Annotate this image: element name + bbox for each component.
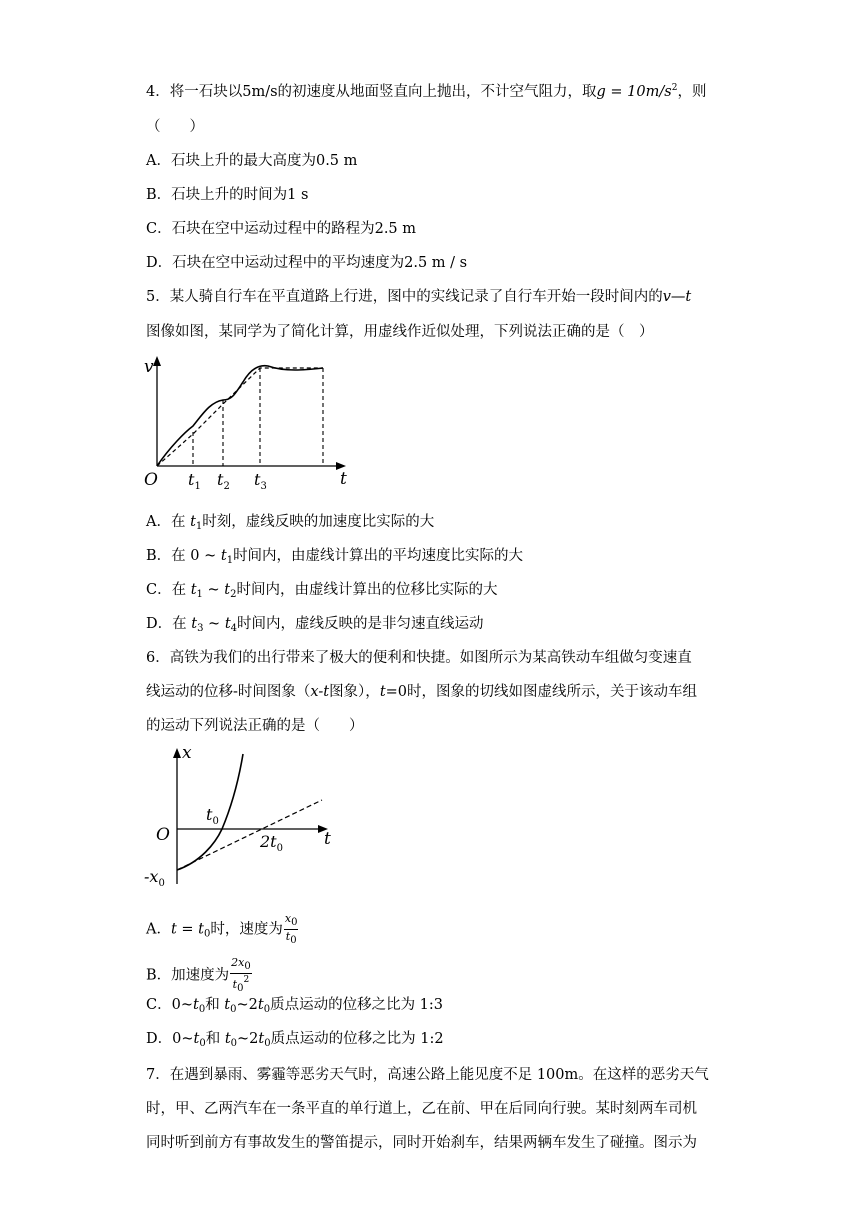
q5c-sub1: 1 (196, 589, 203, 600)
q6c-b-sub: 0 (230, 1004, 237, 1015)
q5d-post: 时间内，虚线反映的是非匀速直线运动 (237, 616, 484, 632)
q6-t-label: t (324, 829, 331, 849)
q6c-a: t (192, 997, 199, 1013)
q5c-var2: t (224, 582, 231, 598)
q6d-a-sub: 0 (199, 1038, 206, 1049)
q6a-eq-sub: 0 (204, 928, 211, 940)
q6-neg-x0-label: $-x_0$ (144, 867, 165, 889)
q6-tangent-dashed (177, 800, 322, 870)
q6-option-a (146, 912, 299, 947)
q5-t-label: t (340, 469, 347, 489)
q6d-post: 质点运动的位移之比为 1:2 (270, 1031, 444, 1047)
q5-vt-graph (140, 352, 360, 494)
q5-option-d (146, 614, 484, 639)
q6d-b-sub: 0 (230, 1038, 238, 1049)
q6d-mid: 和 (205, 1031, 225, 1047)
q4-stem-end: ，则 (677, 84, 707, 100)
q5a-var: t (190, 514, 196, 530)
q5b-pre: B．在 0 ~ (146, 548, 221, 564)
q5-actual-curve (157, 366, 323, 466)
q4-stem (146, 78, 706, 102)
q5-stem-line1 (146, 287, 691, 307)
q4-option-a: A．石块上升的最大高度为0.5 m (146, 153, 358, 169)
q6-stem2-a: 线运动的位移-时间图象（ (146, 684, 311, 700)
q4-g-value: g = 10m/s (596, 84, 672, 100)
q7-line2: 时，甲、乙两汽车在一条平直的单行道上，乙在前、甲在后同向行驶。某时刻两车司机 (146, 1101, 697, 1117)
q6c-mid2: ~2 (236, 997, 258, 1013)
q5-origin-label: O (144, 470, 158, 490)
q6-option-c (146, 995, 443, 1020)
q6c-c: t (257, 997, 264, 1013)
q6a-fraction: $\frac{x0}{t0}$ (284, 912, 298, 946)
q6-t0-label: $t_0$ (206, 805, 219, 827)
q6c-mid: 和 (205, 997, 225, 1013)
q5-option-a (146, 512, 434, 537)
q6b-fraction: $\frac{2x0}{t0^2}$ (231, 956, 251, 994)
q4-stem-text: 4．将一石块以5m/s的初速度从地面竖直向上抛出，不计空气阻力，取 (146, 84, 597, 100)
q7-line1: 7．在遇到暴雨、雾霾等恶劣天气时，高速公路上能见度不足 100m。在这样的恶劣天气 (146, 1067, 709, 1083)
q5b-sub: 1 (226, 555, 234, 566)
q6a-pre: A． (146, 921, 171, 938)
q6-stem-line2 (146, 682, 697, 702)
q5c-sub2: 2 (230, 589, 237, 600)
q6c-pre: C．0~ (146, 997, 193, 1013)
q6a-mid: 时，速度为 (210, 921, 283, 938)
q5-t2-label: $t_2$ (217, 470, 230, 492)
q6-stem2-t: t (379, 684, 386, 700)
q4-answer-paren: （ ） (146, 119, 204, 135)
q5a-pre: A．在 (146, 514, 186, 530)
q6-option-b (146, 956, 253, 995)
q6-origin-label: O (156, 825, 170, 845)
q5-v-axis-arrow (153, 356, 161, 366)
q5d-var2: t (224, 616, 231, 632)
q6-stem-line3: 的运动下列说法正确的是（ ） (146, 718, 364, 734)
q6d-a: t (193, 1031, 200, 1047)
q6-stem-line1: 6．高铁为我们的出行带来了极大的便利和快捷。如图所示为某高铁动车组做匀变速直 (146, 650, 692, 666)
q6-x-axis-arrow (173, 748, 181, 758)
q5d-sub1: 3 (197, 623, 204, 634)
q5-approx-dashed (157, 368, 323, 466)
q5a-post: 时刻，虚线反映的加速度比实际的大 (202, 514, 435, 530)
q5-t3-label: $t_3$ (254, 470, 267, 492)
q5-vt-label: v—t (662, 289, 692, 305)
q6-stem2-c: =0时，图象的切线如图虚线所示，关于该动车组 (385, 684, 698, 700)
q5d-var1: t (191, 616, 198, 632)
q5-stem-text: 5．某人骑自行车在平直道路上行进，图中的实线记录了自行车开始一段时间内的 (146, 289, 663, 305)
q4-option-b: B．石块上升的时间为1 s (146, 187, 309, 203)
q4-g-exponent: 2 (671, 83, 678, 93)
q5-v-label: v (144, 357, 154, 377)
q5d-mid: ~ (203, 616, 225, 632)
q6c-post: 质点运动的位移之比为 1:3 (270, 997, 444, 1013)
q5d-sub2: 4 (230, 623, 238, 634)
q5c-pre: C．在 (146, 582, 187, 598)
q5d-pre: D．在 (146, 616, 187, 632)
q5b-post: 时间内，由虚线计算出的平均速度比实际的大 (233, 548, 524, 564)
q6-xt-graph (140, 744, 350, 894)
q6-stem2-xt: x-t (310, 684, 330, 700)
q5-t1-label: $t_1$ (188, 470, 201, 492)
q5-option-b (146, 546, 523, 571)
q5a-sub: 1 (195, 521, 203, 532)
q5-stem-line2: 图像如图，某同学为了简化计算，用虚线作近似处理，下列说法正确的是（ ） (146, 324, 654, 340)
q6a-eq: t = t (170, 921, 205, 938)
q7-line3: 同时听到前方有事故发生的警笛提示，同时开始刹车，结果两辆车发生了碰撞。图示为 (146, 1135, 697, 1151)
q5-option-c (146, 580, 498, 605)
q6d-mid2: ~2 (237, 1031, 259, 1047)
q5b-var: t (220, 548, 227, 564)
q6c-c-sub: 0 (263, 1004, 271, 1015)
q5c-mid: ~ (202, 582, 225, 598)
q6-x-label: x (182, 743, 192, 763)
q6-2t0-label: $2t_0$ (260, 832, 283, 854)
q6c-b: t (224, 997, 231, 1013)
q4-option-c: C．石块在空中运动过程中的路程为2.5 m (146, 221, 417, 237)
q5c-var1: t (190, 582, 197, 598)
q6b-pre: B．加速度为 (146, 967, 230, 984)
q6-option-d (146, 1029, 444, 1054)
q6-stem2-b: 图象）， (329, 684, 380, 700)
q6d-c-sub: 0 (264, 1038, 271, 1049)
q4-option-d: D．石块在空中运动过程中的平均速度为2.5 m / s (146, 255, 468, 271)
q6d-b: t (224, 1031, 231, 1047)
q5c-post: 时间内，由虚线计算出的位移比实际的大 (236, 582, 498, 598)
q6d-c: t (258, 1031, 265, 1047)
q6c-a-sub: 0 (198, 1004, 206, 1015)
q6d-pre: D．0~ (146, 1031, 194, 1047)
